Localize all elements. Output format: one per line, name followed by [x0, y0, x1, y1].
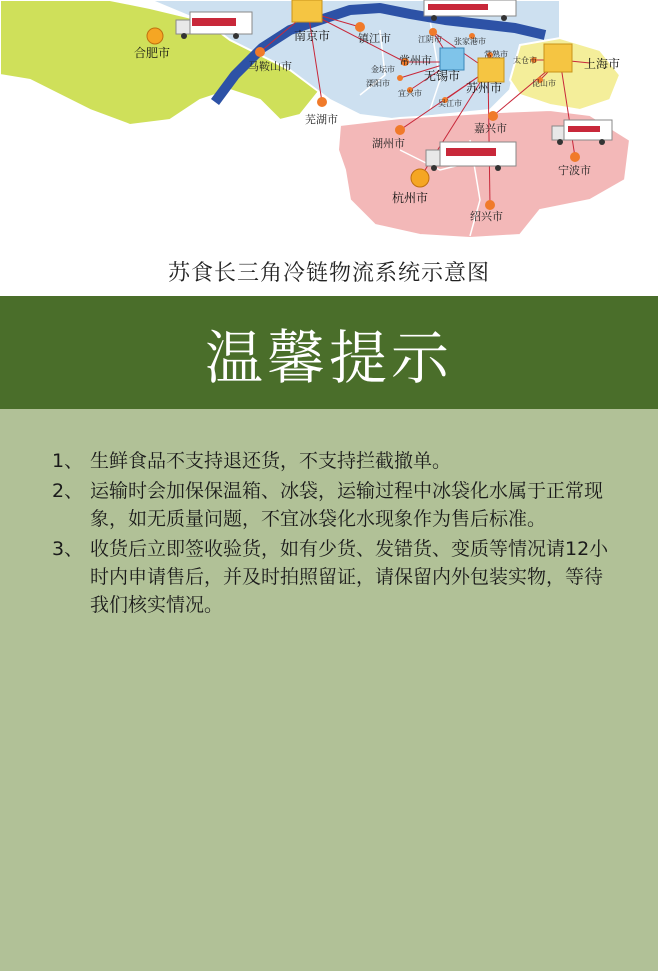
- label-wuxi: 无锡市: [424, 69, 461, 83]
- label-jiaxing: 嘉兴市: [474, 122, 507, 135]
- notice-text: 收货后立即签收验货，如有少货、发错货、变质等情况请12小时内申请售后，并及时拍照留证，请保留内外包装实物，等待我们核实情况。: [90, 538, 609, 616]
- label-hangzhou: 杭州市: [392, 191, 429, 205]
- notice-item-3: [52, 535, 612, 619]
- label-changshu: 常熟市: [484, 50, 508, 59]
- notice-number: 1、: [52, 450, 84, 472]
- notice-list: [52, 447, 612, 621]
- notice-item-1: [52, 447, 612, 475]
- notice-item-2: [52, 477, 612, 533]
- label-wujiang: 吴江市: [438, 99, 462, 108]
- label-kunshan: 昆山市: [532, 79, 556, 88]
- notice-text: 运输时会加保保温箱、冰袋，运输过程中冰袋化水属于正常现象，如无质量问题，不宜冰袋化水现象作为售后标准。: [90, 480, 604, 530]
- notice-number: 2、: [52, 480, 84, 502]
- label-nanjing: 南京市: [294, 29, 331, 43]
- map-graphic: [0, 0, 658, 296]
- label-zhangjiagang: 张家港市: [454, 37, 486, 46]
- label-changzhou: 常州市: [399, 54, 432, 67]
- label-shaoxing: 绍兴市: [470, 210, 503, 223]
- label-suzhou: 苏州市: [466, 81, 503, 95]
- label-jiangyin: 江阴市: [418, 35, 442, 44]
- label-wuhu: 芜湖市: [305, 113, 338, 126]
- label-yixing: 宜兴市: [398, 89, 422, 98]
- notice-panel: [0, 409, 658, 971]
- label-taicang: 太仓市: [513, 56, 537, 65]
- notice-text: 生鲜食品不支持退还货，不支持拦截撤单。: [90, 450, 452, 472]
- label-jintan: 金坛市: [371, 65, 395, 74]
- label-huzhou: 湖州市: [372, 137, 405, 150]
- label-shanghai: 上海市: [584, 57, 621, 71]
- map-caption: 苏食长三角冷链物流系统示意图: [167, 261, 490, 286]
- warm-tips-banner: [0, 296, 658, 409]
- label-zhenjiang: 镇江市: [358, 32, 391, 45]
- label-ningbo: 宁波市: [558, 164, 591, 177]
- label-hefei: 合肥市: [134, 46, 171, 60]
- label-maanshan: 马鞍山市: [248, 60, 292, 73]
- banner-title: 温馨提示: [204, 323, 453, 392]
- label-liyang: 溧阳市: [366, 79, 390, 88]
- logistics-map: [0, 0, 658, 296]
- notice-number: 3、: [52, 538, 84, 560]
